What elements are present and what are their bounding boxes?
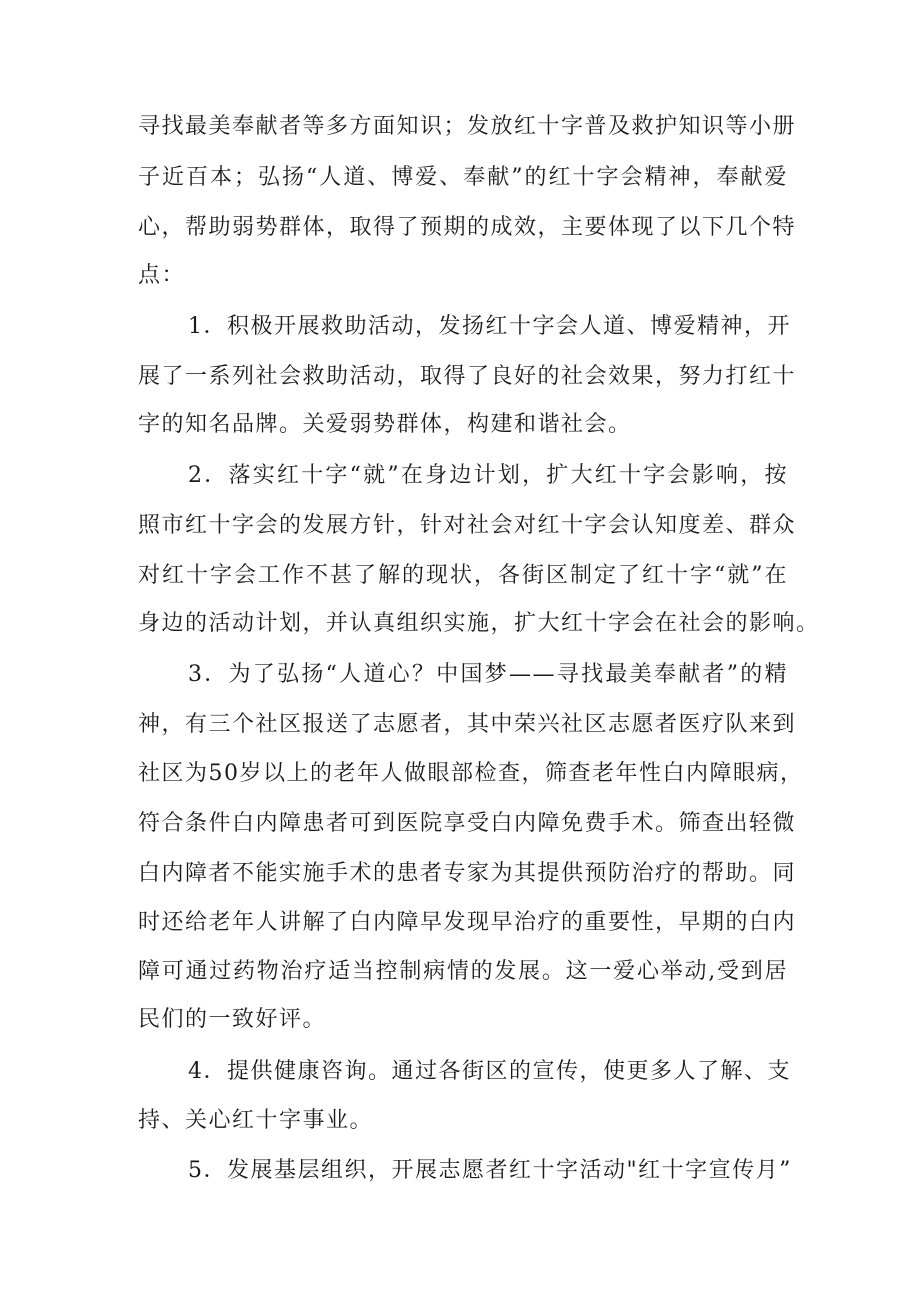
text-line: 障可通过药物治疗适当控制病情的发展。这一爱心举动,受到居 (138, 959, 788, 984)
text-line: 子近百本；弘扬“人道、博爱、奉献”的红十字会精神，奉献爱 (138, 165, 788, 190)
text-line: 符合条件白内障患者可到医院享受白内障免费手术。筛查出轻微 (138, 811, 797, 836)
text-line: 白内障者不能实施手术的患者专家为其提供预防治疗的帮助。同 (138, 861, 797, 886)
text-line: 持、关心红十字事业。 (138, 1108, 374, 1133)
text-line: 神，有三个社区报送了志愿者，其中荣兴社区志愿者医疗队来到 (138, 712, 797, 737)
paragraph-3-first-line: 3．为了弘扬“人道心？中国梦——寻找最美奉献者”的精 (188, 662, 788, 687)
text-line: 点： (138, 263, 186, 288)
text-line: 身边的活动计划，并认真组织实施，扩大红十字会在社会的影响。 (138, 611, 820, 636)
paragraph-2-first-line: 2．落实红十字“就”在身边计划，扩大红十字会影响，按 (188, 463, 788, 488)
text-line: 民们的一致好评。 (138, 1007, 327, 1032)
text-line: 寻找最美奉献者等多方面知识；发放红十字普及救护知识等小册 (138, 114, 797, 139)
paragraph-1-first-line: 1．积极开展救助活动，发扬红十字会人道、博爱精神，开 (188, 314, 791, 339)
paragraph-4-first-line: 4．提供健康咨询。通过各街区的宣传，使更多人了解、支 (188, 1059, 791, 1084)
text-line: 对红十字会工作不甚了解的现状，各街区制定了红十字“就”在 (138, 563, 788, 588)
paragraph-5-first-line: 5．发展基层组织，开展志愿者红十字活动"红十字宣传月” (188, 1158, 792, 1183)
text-line: 照市红十字会的发展方针，针对社会对红十字会认知度差、群众 (138, 513, 797, 538)
text-line: 社区为50岁以上的老年人做眼部检查，筛查老年性白内障眼病， (138, 761, 804, 786)
text-line: 心，帮助弱势群体，取得了预期的成效，主要体现了以下几个特 (138, 215, 797, 240)
text-line: 展了一系列社会救助活动，取得了良好的社会效果，努力打红十 (138, 364, 797, 389)
text-line: 字的知名品牌。关爱弱势群体，构建和谐社会。 (138, 412, 632, 437)
text-line: 时还给老年人讲解了白内障早发现早治疗的重要性，早期的白内 (138, 910, 797, 935)
